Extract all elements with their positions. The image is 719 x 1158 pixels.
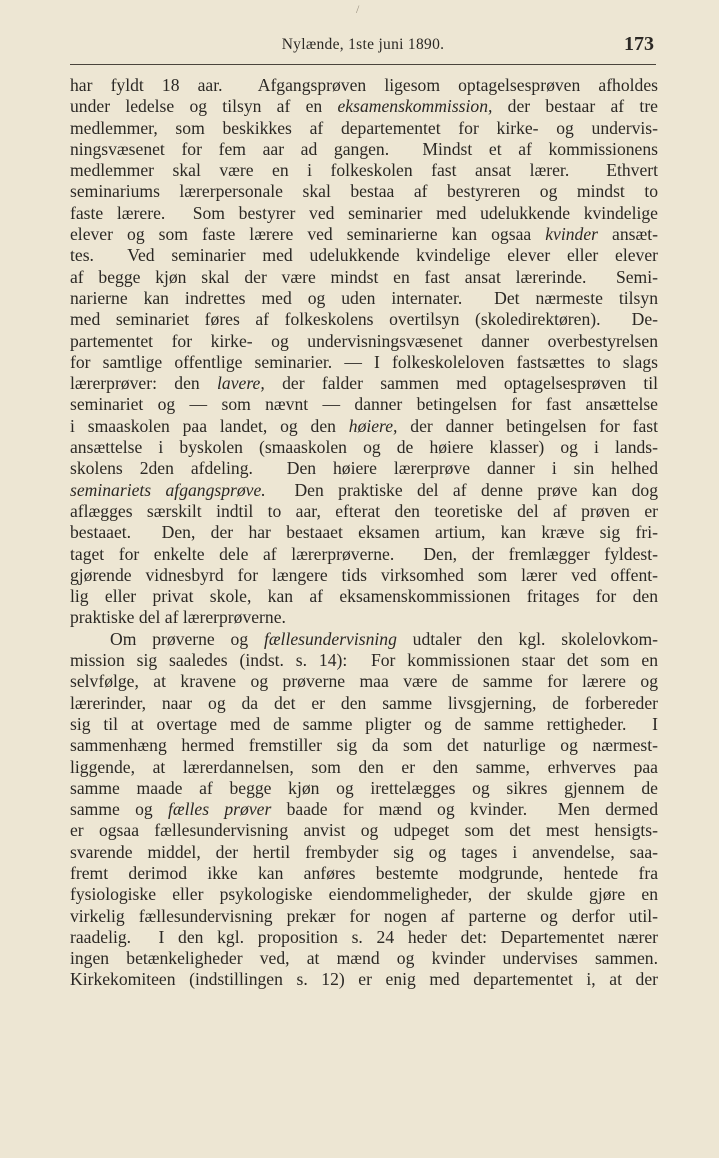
text-run: for samtlige offentlige seminarier. — I folkeskoleloven fastsættes to slags <box>70 351 658 372</box>
text-run: samme og <box>70 799 169 820</box>
text-line <box>70 927 658 948</box>
italic-term: lavere, <box>217 373 265 394</box>
text-line <box>70 607 658 628</box>
text-run: seminariums lærerpersonale skal bestaa af bestyreren og mindst to <box>70 181 658 202</box>
text-run: fysiologiske eller psykologiske eiendommeligheder, der skulde gjøre en <box>70 884 658 905</box>
italic-term: eksamenskommission, <box>337 96 493 117</box>
text-run: medlemmer, som beskikkes af departementet for kirke- og undervis- <box>70 117 658 138</box>
text-run: bestaaet. Den, der har bestaaet eksamen artium, kan kræve sig fri- <box>70 522 658 543</box>
text-run: Kirkekomiteen (indstillingen s. 12) er enig med departementet i, at der <box>70 969 658 990</box>
text-line <box>70 416 658 437</box>
text-line <box>70 884 658 905</box>
text-run: faste lærere. Som bestyrer ved seminarier med udelukkende kvindelige <box>70 202 658 223</box>
text-run: mission sig saaledes (indst. s. 14): For kommissionen staar det som en <box>70 650 658 671</box>
text-run: ingen betænkeligheder ved, at mænd og kvinder undervises sammen. <box>70 948 658 969</box>
text-line <box>70 352 658 373</box>
text-run: liggende, at lærerdannelsen, som den er den samme, erhverves paa <box>70 756 658 777</box>
text-run: der falder sammen med optagelsesprøven til <box>264 373 659 394</box>
text-line <box>70 480 658 501</box>
text-run: sammenhæng hermed fremstiller sig da som det naturlige og nærmest- <box>70 735 658 756</box>
italic-term: høiere, <box>348 415 398 436</box>
text-run: Om prøverne og <box>110 628 264 649</box>
text-line <box>70 906 658 927</box>
text-line <box>70 629 658 650</box>
text-line <box>70 757 658 778</box>
text-run: i smaaskolen paa landet, og den <box>70 415 349 436</box>
text-line <box>70 437 658 458</box>
text-line <box>70 693 658 714</box>
running-header <box>70 30 656 65</box>
text-line <box>70 288 658 309</box>
text-line <box>70 565 658 586</box>
text-run: virkelig fællesundervisning prekær for nogen af parterne og derfor util- <box>70 905 658 926</box>
text-run: skolens 2den afdeling. Den høiere lærerprøve danner i sin helhed <box>70 458 658 479</box>
text-line <box>70 267 658 288</box>
text-line <box>70 309 658 330</box>
text-run: raadelig. I den kgl. proposition s. 24 heder det: Departementet nærer <box>70 926 658 947</box>
text-run: narierne kan indrettes med og uden internater. Det nærmeste tilsyn <box>70 287 658 308</box>
text-line <box>70 842 658 863</box>
text-run: lig eller privat skole, kan af eksamenskommissionen fritages for den <box>70 586 658 607</box>
text-run: der bestaar af tre <box>492 96 658 117</box>
text-run: Den praktiske del af denne prøve kan dog <box>265 479 658 500</box>
page-number: 173 <box>624 33 654 55</box>
text-run: ansæt- <box>598 224 658 245</box>
text-run: har fyldt 18 aar. Afgangsprøven ligesom optagelsesprøven afholdes <box>70 75 658 95</box>
italic-term: seminariets afgangsprøve. <box>70 479 266 500</box>
text-run: selvfølge, at kravene og prøverne maa være de samme for lærere og <box>70 671 658 692</box>
text-run: praktiske del af lærerprøverne. <box>70 607 286 628</box>
text-line <box>70 458 658 479</box>
text-line <box>70 586 658 607</box>
text-run: svarende middel, der hertil frembyder sig og tages i anvendelse, saa- <box>70 841 658 862</box>
margin-mark: / <box>356 2 360 16</box>
text-run: gjørende vidnesbyrd for længere tids virksomhed som lærer ved offent- <box>70 564 658 585</box>
text-line <box>70 735 658 756</box>
text-line <box>70 522 658 543</box>
text-run: seminariet og — som nævnt — danner betingelsen for fast ansættelse <box>70 394 658 415</box>
text-run: er ogsaa fællesundervisning anvist og udpeget som det mest hensigts- <box>70 820 658 841</box>
text-line <box>70 181 658 202</box>
text-line <box>70 245 658 266</box>
text-run: medlemmer skal være en i folkeskolen fast ansat lærer. Ethvert <box>70 160 658 181</box>
text-line <box>70 331 658 352</box>
text-run: udtaler den kgl. skolelovkom- <box>396 628 658 649</box>
italic-term: fælles prøver <box>168 799 272 820</box>
text-line <box>70 863 658 884</box>
text-run: lærerinder, naar og da det er den samme livsgjerning, de forbereder <box>70 692 658 713</box>
text-line <box>70 650 658 671</box>
text-run: aflægges særskilt indtil to aar, efterat den teoretiske del af prøven er <box>70 500 658 521</box>
text-run: sig til at overtage med de samme pligter og de samme rettigheder. I <box>70 713 658 734</box>
text-run: fremt derimod ikke kan anføres bestemte modgrunde, hentede fra <box>70 862 658 883</box>
text-line <box>70 118 658 139</box>
text-line <box>70 799 658 820</box>
text-run: tes. Ved seminarier med udelukkende kvindelige elever eller elever <box>70 245 658 266</box>
text-run: ningsvæsenet for fem aar ad gangen. Mindst et af kommissionens <box>70 138 658 159</box>
text-line <box>70 820 658 841</box>
text-line <box>70 778 658 799</box>
text-line <box>70 544 658 565</box>
text-line <box>70 224 658 245</box>
text-line <box>70 203 658 224</box>
text-run: baade for mænd og kvinder. Men dermed <box>271 799 658 820</box>
text-run: under ledelse og tilsyn af en <box>70 96 338 117</box>
text-run: der danner betingelsen for fast <box>397 415 658 436</box>
text-run: partementet for kirke- og undervisningsvæsenet danner overbestyrelsen <box>70 330 658 351</box>
text-line <box>70 671 658 692</box>
text-line <box>70 394 658 415</box>
text-run: elever og som faste lærere ved seminarierne kan ogsaa <box>70 224 546 245</box>
text-line <box>70 96 658 117</box>
body-text <box>70 75 658 991</box>
text-run: lærerprøver: den <box>70 373 218 394</box>
italic-term: kvinder <box>545 224 598 245</box>
text-run: af begge kjøn skal der være mindst en fast ansat lærerinde. Semi- <box>70 266 658 287</box>
text-line <box>70 373 658 394</box>
italic-term: fællesundervisning <box>263 628 397 649</box>
text-run: ansættelse i byskolen (smaaskolen og de høiere klasser) og i lands- <box>70 437 658 458</box>
text-line <box>70 969 658 990</box>
text-line <box>70 160 658 181</box>
text-run: samme maade af begge kjøn og irettelægges og sikres gjennem de <box>70 777 658 798</box>
text-line <box>70 501 658 522</box>
text-line <box>70 714 658 735</box>
text-line <box>70 139 658 160</box>
header-title: Nylænde, 1ste juni 1890. <box>281 36 445 53</box>
text-line <box>70 75 658 96</box>
text-line <box>70 948 658 969</box>
text-run: taget for enkelte dele af lærerprøverne. Den, der fremlægger fyldest- <box>70 543 658 564</box>
text-run: med seminariet føres af folkeskolens overtilsyn (skoledirektøren). De- <box>70 309 658 330</box>
